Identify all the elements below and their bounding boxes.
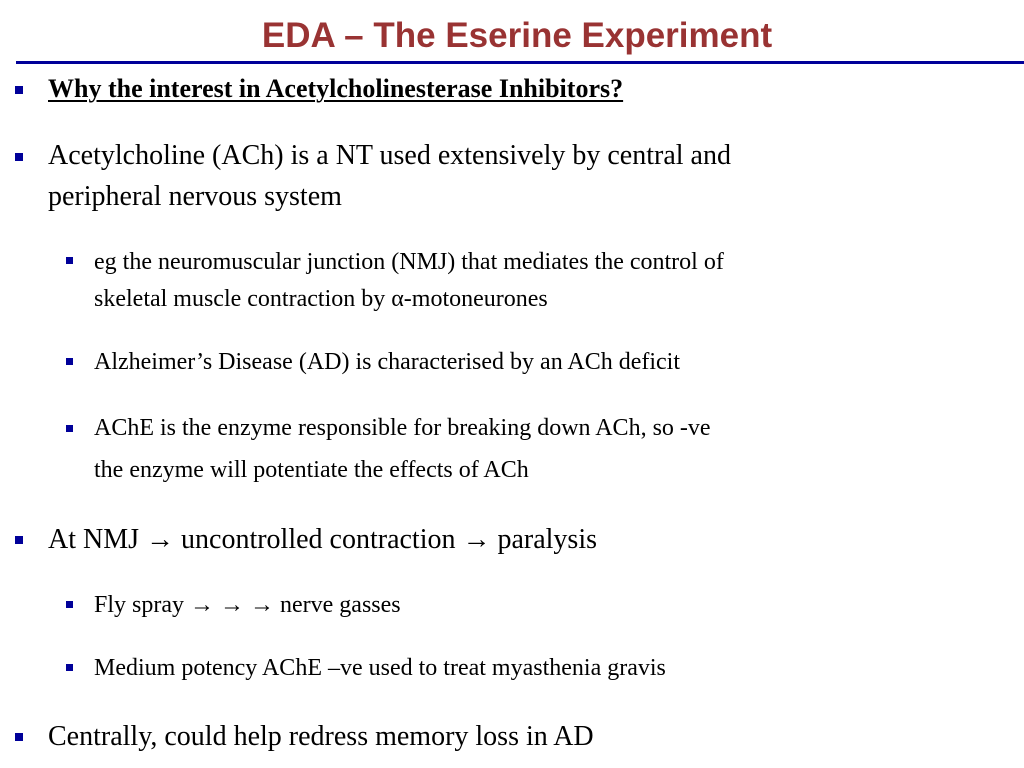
sub-bullet-text-continued: the enzyme will potentiate the effects of ACh <box>94 457 529 483</box>
bullet-square-icon <box>15 536 23 544</box>
sub-bullet-square-icon <box>66 358 73 365</box>
sub-bullet-text: eg the neuromuscular junction (NMJ) that mediates the control of <box>94 249 724 275</box>
sub-bullet-square-icon <box>66 257 73 264</box>
sub-bullet-square-icon <box>66 664 73 671</box>
sub-bullet-text: Alzheimer’s Disease (AD) is characterised by an ACh deficit <box>94 349 681 375</box>
sub-bullet-text: Fly spray → → → nerve gasses <box>94 592 401 618</box>
sub-bullet-square-icon <box>66 601 73 608</box>
bullet-square-icon <box>15 86 23 94</box>
bullet-heading-text: Why the interest in Acetylcholinesterase Inhibitors? <box>48 74 624 103</box>
bullet-text: Centrally, could help redress memory loss in AD <box>48 721 594 752</box>
sub-bullet-text: AChE is the enzyme responsible for breaking down ACh, so -ve <box>94 415 711 441</box>
sub-bullet-text-continued: skeletal muscle contraction by α-motoneurones <box>94 286 548 312</box>
sub-bullet-square-icon <box>66 425 73 432</box>
sub-bullet-text: Medium potency AChE –ve used to treat myasthenia gravis <box>94 655 666 681</box>
bullet-square-icon <box>15 733 23 741</box>
bullet-text: At NMJ → uncontrolled contraction → paralysis <box>48 524 598 555</box>
bullet-text-continued: peripheral nervous system <box>48 181 342 212</box>
slide-title: EDA – The Eserine Experiment <box>261 16 773 55</box>
bullet-square-icon <box>15 153 23 161</box>
bullet-text: Acetylcholine (ACh) is a NT used extensively by central and <box>48 140 731 171</box>
